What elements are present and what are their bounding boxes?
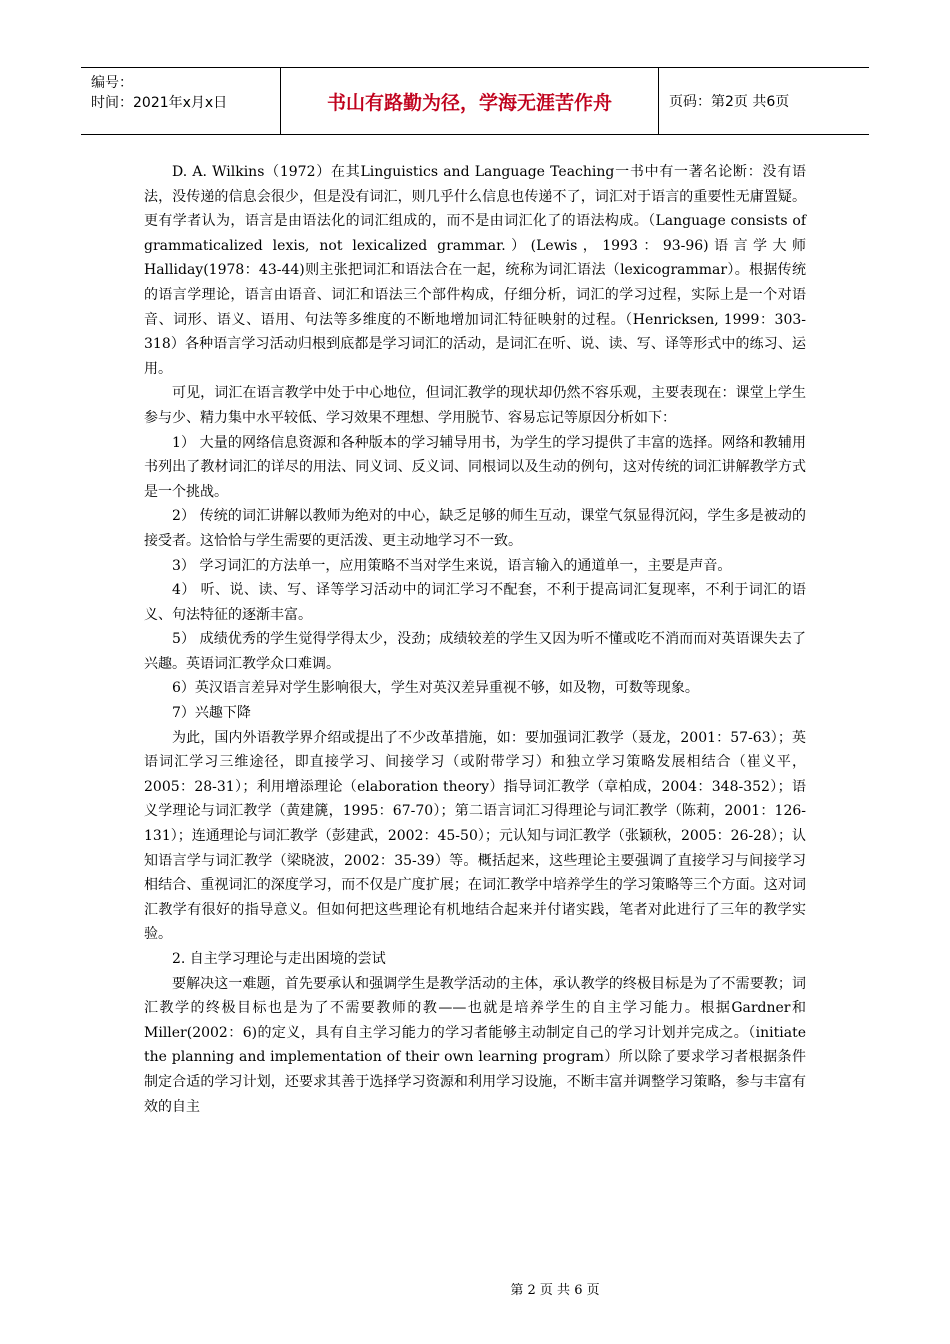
paragraph-status: 可见，词汇在语言教学中处于中心地位，但词汇教学的现状却仍然不容乐观，主要表现在：课堂上学生参与少、精力集中水平较低、学习效果不理想、学用脱节、容易忘记等原因分析如下：: [144, 385, 806, 426]
paragraph-autonomy: 要解决这一难题，首先要承认和强调学生是教学活动的主体，承认教学的终极目标是为了不需要教；词汇教学的终极目标也是为了不需要教师的教——也就是培养学生的自主学习能力。根据Gardner和Miller(2002：6)的定义，具有自主学习能力的学习者能够主动制定自己的学习计划并完成之。（initiate the planning and implementation of their own learning program）所以除了要求学习者根据条件制定合适的学习计划，还要求其善于选择学习资源和利用学习设施，不断丰富并调整学习策略，参与丰富有效的自主: [144, 975, 806, 1115]
list-item-7: 7）兴趣下降: [172, 705, 251, 722]
list-item-6: 6）英汉语言差异对学生影响很大，学生对英汉差异重视不够，如及物，可数等现象。: [172, 680, 699, 697]
document-number-label: 编号：: [91, 75, 133, 91]
paragraph-intro: D. A. Wilkins（1972）在其Linguistics and Language Teaching一书中有一著名论断：没有语法，没传递的信息会很少，但是没有词汇，则几乎什么信息也传递不了，词汇对于语言的重要性无庸置疑。更有学者认为，语言是由语法化的词汇组成的，而不是由词汇化了的语法构成。（Language consists of grammaticalized lexis, not lexicalized grammar.）(Lewis，1993：93-96)语言学大师Halliday(1978：43-44)则主张把词汇和语法合在一起，统称为词汇语法（lexicogrammar）。根据传统的语言学理论，语言由语音、词汇和语法三个部件构成，仔细分析，词汇的学习过程，实际上是一个对语音、词形、语义、语用、句法等多维度的不断地增加词汇特征映射的过程。（Henricksen, 1999：303-318）各种语言学习活动归根到底都是学习词汇的活动，是词汇在听、说、读、写、译等形式中的练习、运用。: [144, 164, 806, 377]
document-time-label: 时间：2021年x月x日: [91, 95, 228, 111]
list-item-5: 5） 成绩优秀的学生觉得学得太少，没劲；成绩较差的学生又因为听不懂或吃不消而而对英语课失去了兴趣。英语词汇教学众口难调。: [144, 631, 806, 672]
section-heading: 2. 自主学习理论与走出困境的尝试: [172, 951, 386, 967]
header-info-cell: [81, 68, 281, 134]
paragraph-reforms: 为此，国内外语教学界介绍或提出了不少改革措施，如：要加强词汇教学（聂龙，2001：57-63）；英语词汇学习三维途径，即直接学习、间接学习（或附带学习）和独立学习策略发展相结合（崔义平，2005：28-31）；利用增添理论（elaboration theory）指导词汇教学（章柏成，2004：348-352）；语义学理论与词汇教学（黄建篪，1995：67-70）；第二语言词汇习得理论与词汇教学（陈莉，2001：126-131）；连通理论与词汇教学（彭建武，2002：45-50）；元认知与词汇教学（张颖秋，2005：26-28）；认知语言学与词汇教学（梁晓波，2002：35-39）等。概括起来，这些理论主要强调了直接学习与间接学习相结合、重视词汇的深度学习，而不仅是广度扩展；在词汇教学中培养学生的学习策略等三个方面。这对词汇教学有很好的指导意义。但如何把这些理论有机地结合起来并付诸实践，笔者对此进行了三年的教学实验。: [144, 729, 806, 943]
list-item-2: 2） 传统的词汇讲解以教师为绝对的中心，缺乏足够的师生互动，课堂气氛显得沉闷，学生多是被动的接受者。这恰恰与学生需要的更活泼、更主动地学习不一致。: [144, 508, 806, 549]
list-item-1: 1） 大量的网络信息资源和各种版本的学习辅导用书，为学生的学习提供了丰富的选择。网络和教辅用书列出了教材词汇的详尽的用法、同义词、反义词、同根词以及生动的例句，这对传统的词汇讲解教学方式是一个挑战。: [144, 434, 806, 500]
header-page-number: 页码：第2页 共6页: [669, 94, 790, 110]
list-item-4: 4） 听、说、读、写、译等学习活动中的词汇学习不配套，不利于提高词汇复现率，不利于词汇的语义、句法特征的逐渐丰富。: [144, 582, 806, 623]
list-item-3: 3） 学习词汇的方法单一，应用策略不当对学生来说，语言输入的通道单一，主要是声音。: [172, 557, 732, 574]
page-footer: 第 2 页 共 6 页: [510, 1283, 600, 1298]
page-header: [81, 67, 869, 135]
document-body: [144, 160, 806, 1119]
header-motto: 书山有路勤为径，学海无涯苦作舟: [281, 68, 659, 134]
